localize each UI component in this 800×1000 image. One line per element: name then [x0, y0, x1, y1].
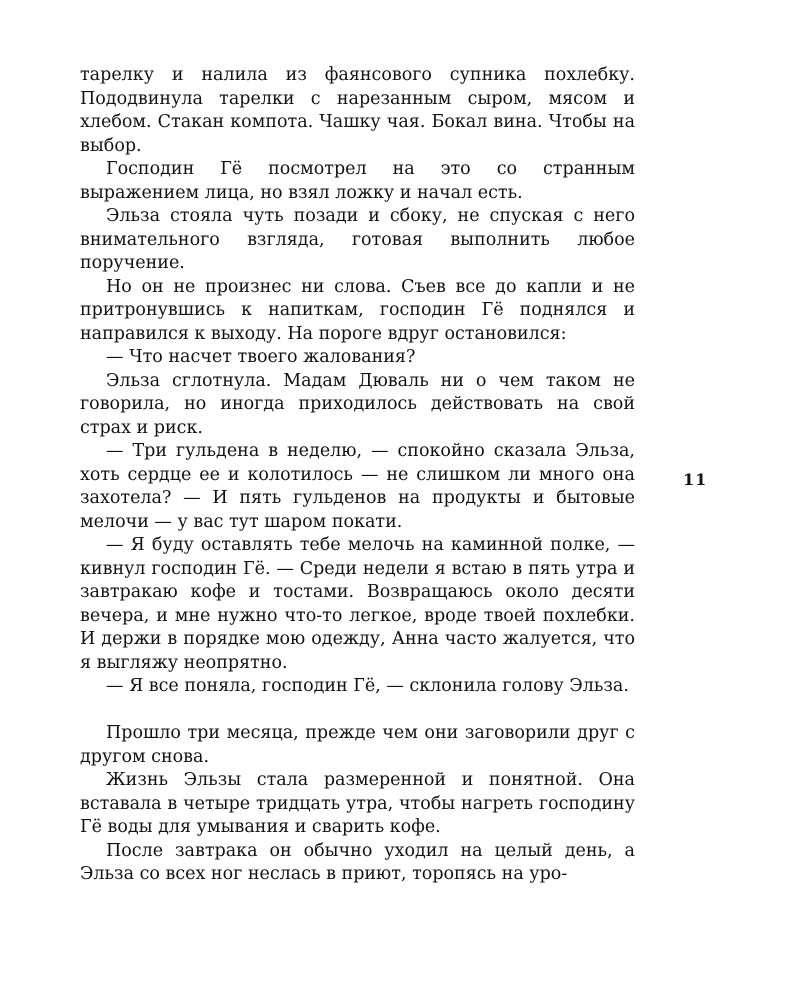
paragraph: — Три гульдена в неделю, — спокойно сказала Эльза, хоть сердце ее и колотилось — не слишком ли много она захотела? — И пять гульденов на продукты и бытовые мелочи — у вас тут шаром покати. [80, 441, 635, 532]
paragraph: — Я все поняла, господин Гё, — склонила голову Эльза. [106, 676, 629, 696]
paragraph: — Я буду оставлять тебе мелочь на каминной полке, — кивнул господин Гё. — Среди недели я встаю в пять утра и завтракаю кофе и тостами. Возвращаюсь около десяти вечера, и мне нужно что-то легкое, вроде твоей похлебки. И держи в порядке мою одежду, Анна часто жалуется, что я выгляжу неопрятно. [80, 535, 635, 673]
paragraph: Прошло три месяца, прежде чем они заговорили друг с другом снова. [80, 723, 635, 767]
paragraph: Эльза сглотнула. Мадам Дюваль ни о чем таком не говорила, но иногда приходилось действовать на свой страх и риск. [80, 370, 635, 438]
page-body-text [80, 64, 635, 887]
paragraph: Жизнь Эльзы стала размеренной и понятной. Она вставала в четыре тридцать утра, чтобы нагреть господину Гё воды для умывания и сварить кофе. [80, 770, 635, 837]
paragraph: Эльза стояла чуть позади и сбоку, не спуская с него внимательного взгляда, готовая выполнить любое поручение. [80, 206, 635, 273]
paragraph: тарелку и налила из фаянсового супника похлебку. Пододвинула тарелки с нарезанным сыром, мясом и хлебом. Стакан компота. Чашку чая. Бокал вина. Чтобы на выбор. [80, 65, 635, 156]
paragraph: Но он не произнес ни слова. Съев все до капли и не притронувшись к напиткам, господин Гё поднялся и направился к выходу. На пороге вдруг остановился: [80, 276, 635, 344]
page-number: 11 [683, 470, 708, 489]
paragraph: Господин Гё посмотрел на это со странным выражением лица, но взял ложку и начал есть. [80, 159, 635, 203]
paragraph: — Что насчет твоего жалования? [106, 347, 416, 367]
paragraph: После завтрака он обычно уходил на целый день, а Эльза со всех ног неслась в приют, торопясь на уро- [80, 840, 635, 884]
section-break [80, 699, 635, 723]
